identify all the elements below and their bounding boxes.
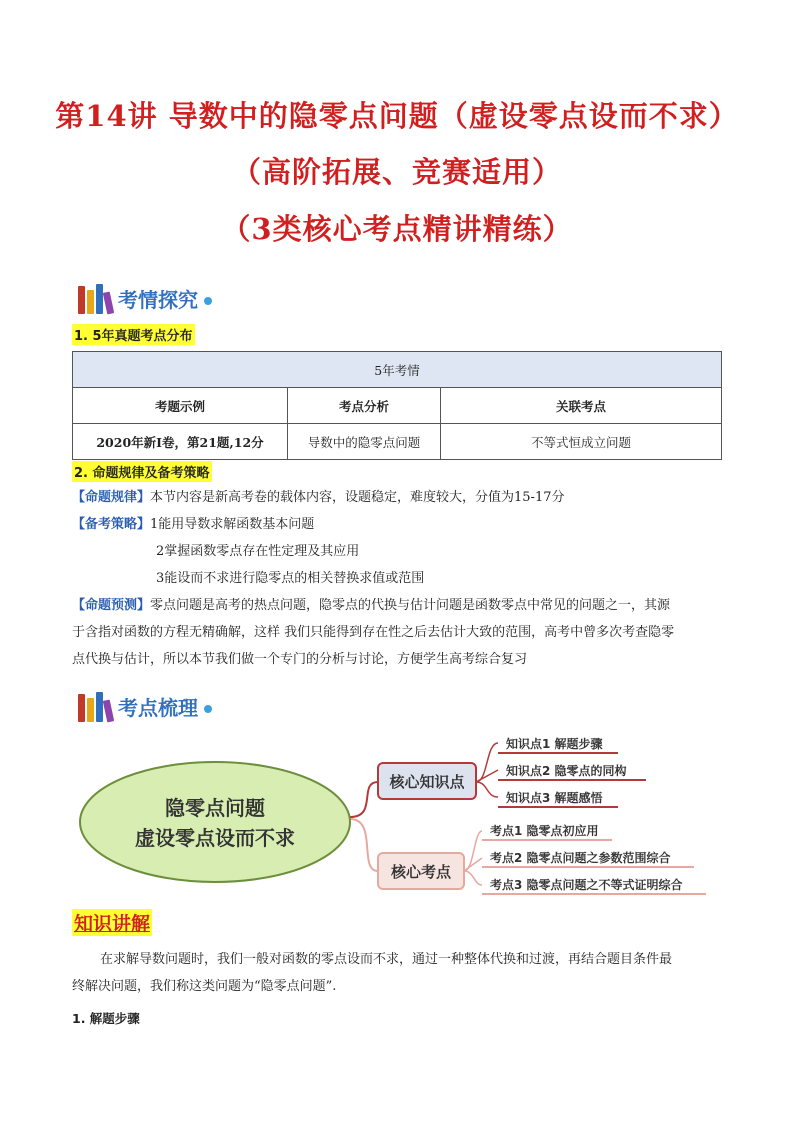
tag-label: 【命题规律】 [72,490,151,505]
page-subtitle-2: （3类核心考点精讲精练） [221,212,573,246]
exam-table [72,351,722,460]
table-cell: 2020年新I卷，第21题,12分 [73,424,288,460]
section-header-points [78,688,212,724]
subheading: 2. 命题规律及备考策略 [72,461,212,482]
branch-label: 核心知识点 [389,773,465,791]
section-header-exam [78,280,212,316]
mindmap-center [80,762,350,882]
table-caption: 5年考情 [73,352,722,388]
strategy-item: 1能用导数求解函数基本问题 [150,517,315,532]
rule-law [72,484,722,511]
svg-text:考点1 隐零点初应用: 考点1 隐零点初应用 [490,824,599,838]
forecast-text: 于含指对函数的方程无精确解，这样 我们只能得到存在性之后去估计大致的范围，高考中曾多次考查隐零 [72,625,675,640]
mind-map [78,727,718,905]
strategy-item: 2掌握函数零点存在性定理及其应用 [156,544,360,559]
tag-label: 【备考策略】 [72,517,151,532]
branch-item [498,790,618,807]
table-cell: 不等式恒成立问题 [441,424,722,460]
forecast-text: 点代换与估计，所以本节我们做一个专门的分析与讨论，方便学生高考综合复习 [72,652,528,667]
section-label: 考点梳理 [118,695,198,720]
rule-forecast [72,592,722,619]
branch-item [498,763,646,780]
strategy-item: 3能设而不求进行隐零点的相关替换求值或范围 [156,571,425,586]
dot-icon [204,297,212,305]
knowledge-heading: 知识讲解 [72,909,152,936]
section-label: 考情探究 [118,287,198,312]
svg-text:知识点2 隐零点的同构: 知识点2 隐零点的同构 [506,764,627,778]
center-label: 虚设零点设而不求 [135,826,295,850]
branch-item [482,823,612,840]
connector-line [350,819,378,871]
svg-text:考点3 隐零点问题之不等式证明综合: 考点3 隐零点问题之不等式证明综合 [490,878,683,892]
step-heading: 1. 解题步骤 [72,1011,140,1026]
connector-line [350,782,378,817]
forecast-text: 零点问题是高考的热点问题，隐零点的代换与估计问题是函数零点中常见的问题之一，其源 [150,598,671,613]
books-icon [78,690,112,722]
center-label: 隐零点问题 [165,796,265,820]
table-header: 考题示例 [73,388,288,424]
branch-item [482,877,706,894]
svg-text:知识点3 解题感悟: 知识点3 解题感悟 [506,791,603,805]
page-title: 第14讲 导数中的隐零点问题（虚设零点设而不求） [55,99,739,133]
books-icon [78,282,112,314]
subheading: 1. 5年真题考点分布 [72,324,195,345]
branch-label: 核心考点 [390,863,452,881]
table-row [73,424,722,460]
table-header: 关联考点 [441,388,722,424]
rule-strategy [72,511,722,538]
table-header: 考点分析 [288,388,441,424]
tag-label: 【命题预测】 [72,598,151,613]
intro-text: 终解决问题，我们称这类问题为“隐零点问题”. [72,979,337,994]
svg-text:考点2 隐零点问题之参数范围综合: 考点2 隐零点问题之参数范围综合 [490,851,671,865]
rule-text: 本节内容是新高考卷的载体内容，设题稳定，难度较大，分值为15-17分 [150,490,565,505]
branch-item [498,736,618,753]
intro-text: 在求解导数问题时，我们一般对函数的零点设而不求，通过一种整体代换和过渡，再结合题目条件最 [100,952,673,967]
branch-item [482,850,694,867]
page-subtitle: （高阶拓展、竞赛适用） [231,155,562,189]
table-cell: 导数中的隐零点问题 [288,424,441,460]
dot-icon [204,705,212,713]
svg-text:知识点1 解题步骤: 知识点1 解题步骤 [506,737,603,751]
